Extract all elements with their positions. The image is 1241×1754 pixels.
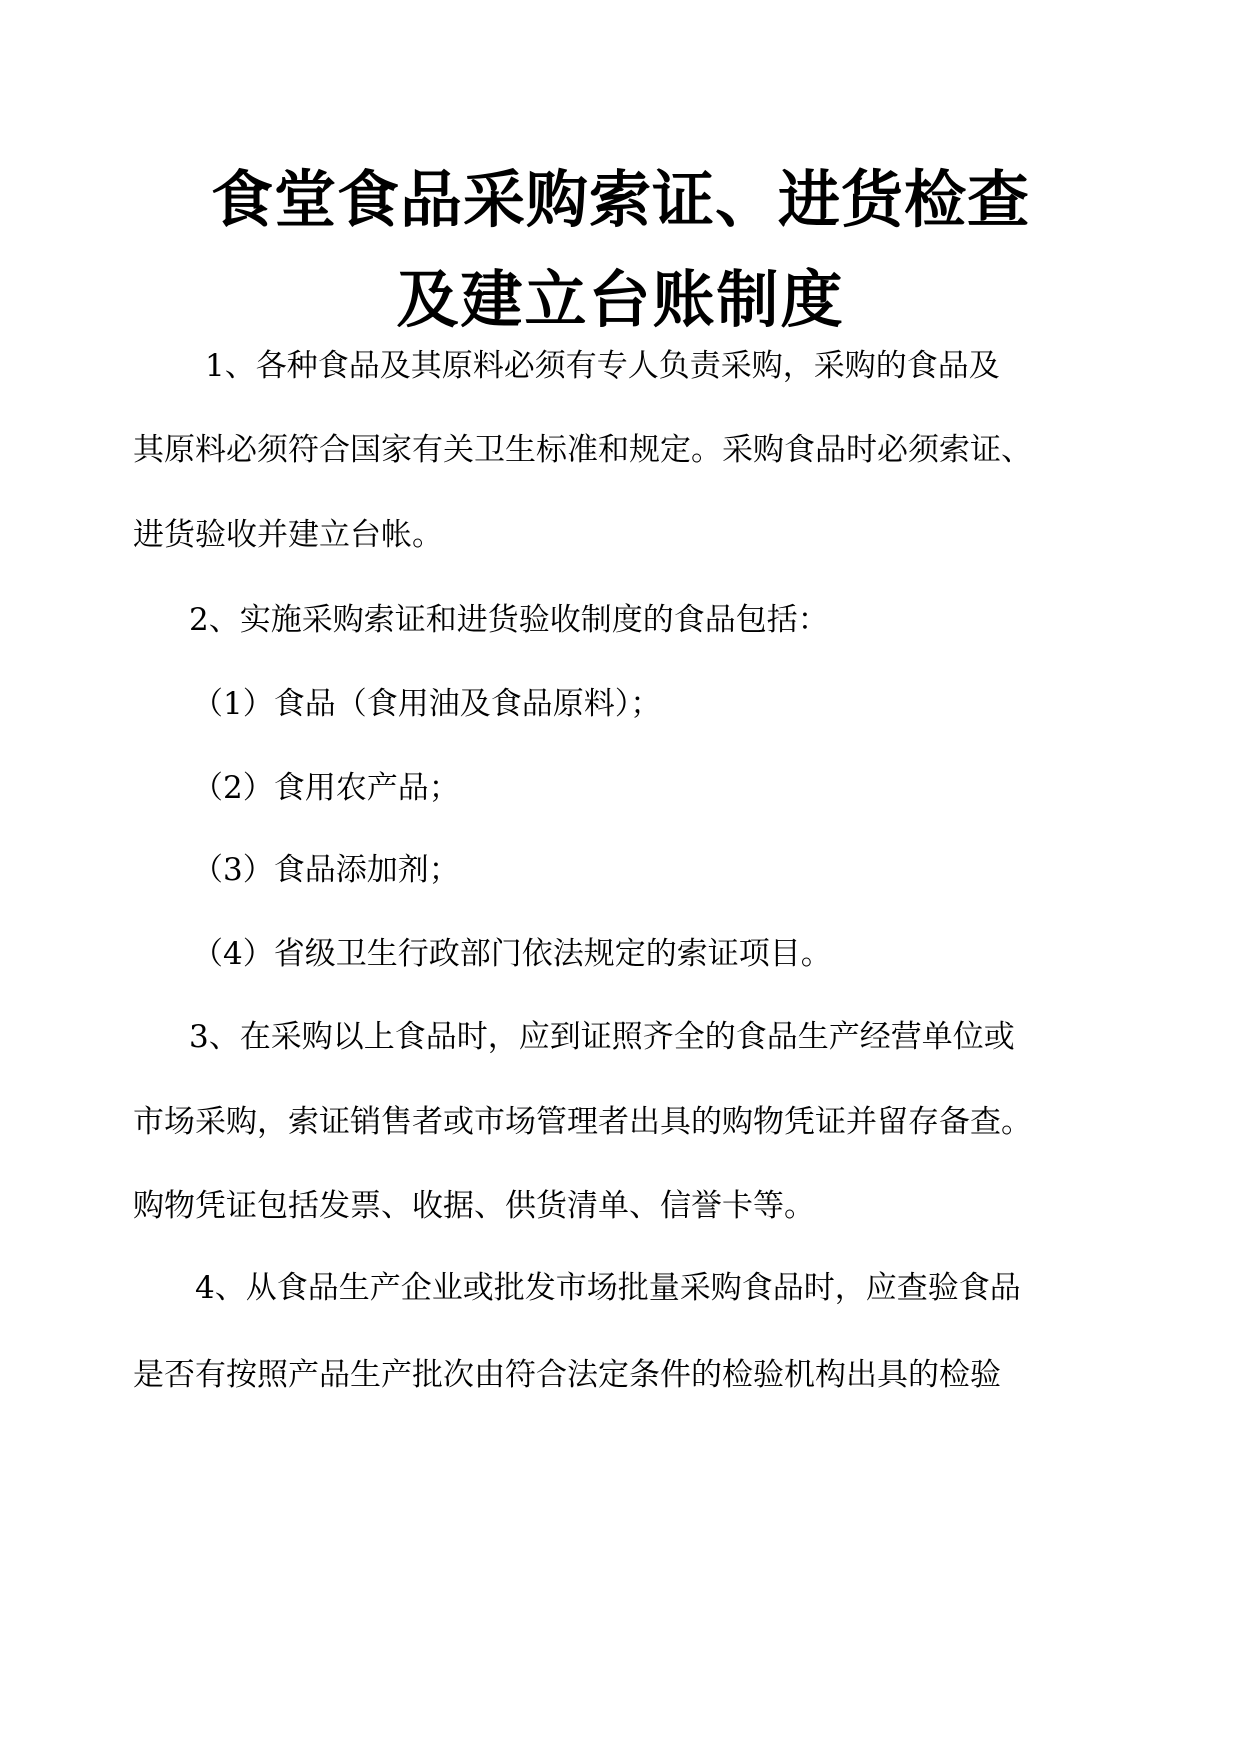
paragraph-1-line-2: 其原料必须符合国家有关卫生标准和规定。采购食品时必须索证、	[133, 432, 1032, 468]
paragraph-1-line-3: 进货验收并建立台帐。	[133, 517, 443, 553]
list-item-4: （4）省级卫生行政部门依法规定的索证项目。	[192, 936, 832, 972]
list-item-1: （1）食品（食用油及食品原料）；	[192, 686, 662, 722]
paragraph-4-line-1: 4、从食品生产企业或批发市场批量采购食品时，应查验食品	[195, 1270, 1021, 1306]
document-title-line-1: 食堂食品采购索证、进货检查	[210, 163, 1030, 236]
paragraph-4-line-2: 是否有按照产品生产批次由符合法定条件的检验机构出具的检验	[133, 1357, 1001, 1393]
paragraph-3-line-3: 购物凭证包括发票、收据、供货清单、信誉卡等。	[133, 1188, 815, 1224]
paragraph-1-line-1: 1、各种食品及其原料必须有专人负责采购，采购的食品及	[205, 348, 1000, 384]
paragraph-2-line-1: 2、实施采购索证和进货验收制度的食品包括：	[189, 602, 829, 638]
document-title-line-2: 及建立台账制度	[396, 263, 845, 336]
list-item-2: （2）食用农产品；	[192, 770, 460, 806]
paragraph-3-line-1: 3、在采购以上食品时，应到证照齐全的食品生产经营单位或	[189, 1019, 1015, 1055]
paragraph-3-line-2: 市场采购，索证销售者或市场管理者出具的购物凭证并留存备查。	[133, 1104, 1032, 1140]
list-item-3: （3）食品添加剂；	[192, 852, 460, 888]
